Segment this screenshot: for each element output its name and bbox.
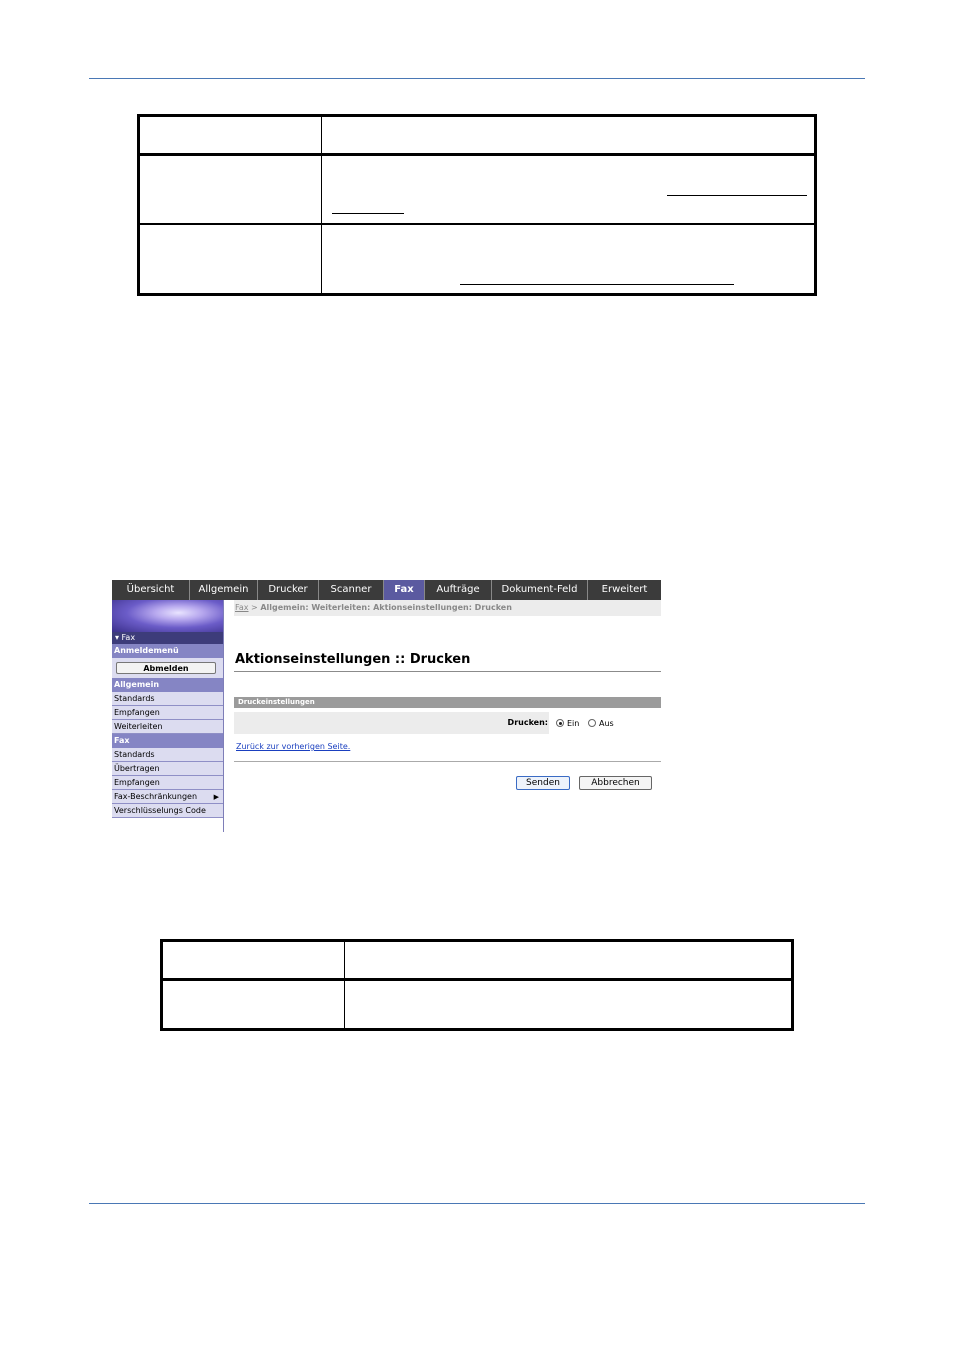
breadcrumb <box>234 600 661 616</box>
sidebar-section-fax[interactable]: Fax <box>112 734 223 748</box>
page-title: Aktionseinstellungen :: Drucken <box>235 652 471 667</box>
sidebar-item-weiterleiten[interactable]: Weiterleiten <box>112 720 223 734</box>
doc-table-bottom <box>160 939 794 1031</box>
table-underline <box>460 284 734 285</box>
tab-erweitert[interactable]: Erweitert <box>601 584 648 595</box>
send-button[interactable]: Senden <box>516 776 570 790</box>
print-off-radio[interactable] <box>588 719 596 727</box>
breadcrumb-separator: > <box>248 603 261 612</box>
chevron-right-icon: ▶ <box>213 793 219 801</box>
tab-dokument-feld[interactable]: Dokument-Feld <box>492 580 588 600</box>
sidebar-item-standards[interactable]: Standards <box>112 692 223 706</box>
sidebar-header-fax[interactable]: ▾ Fax <box>112 632 223 644</box>
tab-fax[interactable]: Fax <box>384 580 425 600</box>
sidebar-item-fax-beschraenkungen[interactable] <box>112 790 223 804</box>
sidebar-item-uebertragen[interactable]: Übertragen <box>112 762 223 776</box>
main-content <box>234 600 661 832</box>
sidebar-banner-image <box>112 600 223 632</box>
logout-button[interactable]: Abmelden <box>116 662 216 674</box>
cancel-button[interactable]: Abbrechen <box>579 776 652 790</box>
sidebar-item-fax-empfangen[interactable]: Empfangen <box>112 776 223 790</box>
doc-table-top <box>137 114 817 296</box>
web-ui-screenshot <box>112 580 661 832</box>
table-underline <box>667 195 807 196</box>
sidebar-logout-row <box>112 658 223 678</box>
tab-drucker[interactable]: Drucker <box>258 580 319 600</box>
sidebar-item-label: Fax-Beschränkungen <box>114 792 198 801</box>
back-link[interactable]: Zurück zur vorherigen Seite. <box>236 742 351 751</box>
table-underline <box>332 213 404 214</box>
print-on-label: Ein <box>567 719 580 728</box>
tab-scanner[interactable]: Scanner <box>319 580 384 600</box>
sidebar-item-verschluesselungs-code[interactable]: Verschlüsselungs Code <box>112 804 223 818</box>
sidebar-item-empfangen[interactable]: Empfangen <box>112 706 223 720</box>
print-on-radio[interactable] <box>556 719 564 727</box>
sidebar-section-general[interactable]: Allgemein <box>112 678 223 692</box>
footer-divider <box>234 761 661 762</box>
tab-uebersicht[interactable]: Übersicht <box>112 580 190 600</box>
print-off-label: Aus <box>599 719 614 728</box>
section-header: Druckeinstellungen <box>234 697 661 708</box>
print-label: Drucken: <box>507 718 548 727</box>
footer-rule <box>89 1203 865 1204</box>
sidebar <box>112 600 224 832</box>
sidebar-item-fax-standards[interactable]: Standards <box>112 748 223 762</box>
tab-allgemein[interactable]: Allgemein <box>190 580 258 600</box>
breadcrumb-path: Allgemein: Weiterleiten: Aktionseinstellungen: Drucken <box>260 603 512 612</box>
top-navigation <box>112 580 661 600</box>
header-rule <box>89 78 865 79</box>
tab-auftraege[interactable]: Aufträge <box>425 580 492 600</box>
sidebar-section-login: Anmeldemenü <box>112 644 223 658</box>
breadcrumb-link-fax[interactable]: Fax <box>235 603 249 612</box>
title-divider <box>234 671 661 672</box>
